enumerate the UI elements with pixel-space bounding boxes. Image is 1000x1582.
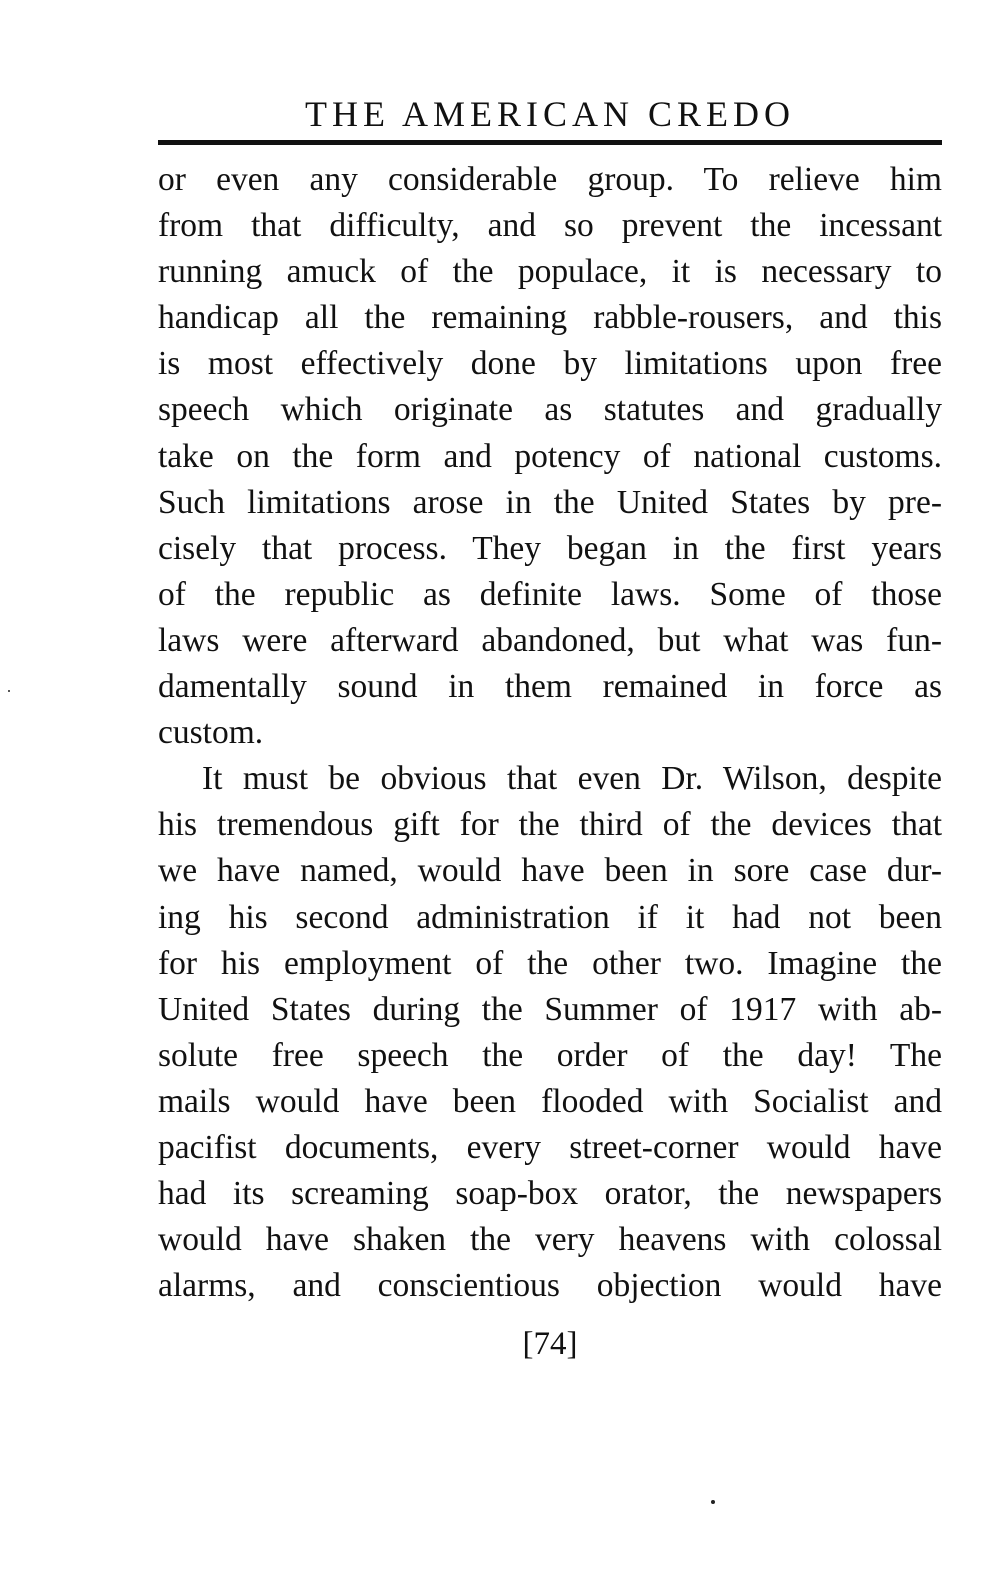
text-line: from that difficulty, and so prevent the incessant — [158, 207, 942, 245]
text-line: It must be obvious that even Dr. Wilson, despite — [202, 760, 942, 798]
text-line: United States during the Summer of 1917 with ab- — [158, 990, 942, 1028]
text-line: handicap all the remaining rabble-rousers, and this — [158, 299, 942, 337]
text-line: alarms, and conscientious objection would have — [158, 1267, 942, 1305]
text-line: solute free speech the order of the day! The — [158, 1036, 942, 1074]
text-line: pacifist documents, every street-corner would have — [158, 1128, 942, 1166]
text-line: laws were afterward abandoned, but what was fun- — [158, 621, 942, 659]
header-rule — [158, 140, 942, 145]
text-line: for his employment of the other two. Imagine the — [158, 944, 942, 982]
scan-speck — [8, 690, 10, 692]
text-line: Such limitations arose in the United States by pre- — [158, 483, 942, 521]
text-line: take on the form and potency of national customs. — [158, 437, 942, 475]
text-line: of the republic as definite laws. Some of those — [158, 575, 942, 613]
text-line: custom. — [158, 714, 264, 752]
text-line: running amuck of the populace, it is necessary to — [158, 253, 942, 291]
body-text — [158, 157, 942, 1309]
text-line: had its screaming soap-box orator, the newspapers — [158, 1175, 942, 1213]
text-line: damentally sound in them remained in force as — [158, 668, 942, 706]
text-line: cisely that process. They began in the first years — [158, 529, 942, 567]
text-line: mails would have been flooded with Socialist and — [158, 1082, 942, 1120]
text-line: is most effectively done by limitations upon free — [158, 345, 942, 383]
page-number: [74] — [522, 1326, 578, 1362]
running-title: THE AMERICAN CREDO — [304, 94, 795, 134]
scan-speck — [711, 1500, 715, 1504]
text-line: ing his second administration if it had not been — [158, 898, 942, 936]
text-line: would have shaken the very heavens with colossal — [158, 1221, 942, 1259]
text-line: his tremendous gift for the third of the devices that — [158, 806, 942, 844]
text-line: or even any considerable group. To relieve him — [158, 161, 942, 198]
text-line: we have named, would have been in sore case dur- — [158, 852, 942, 890]
text-line: speech which originate as statutes and gradually — [158, 391, 942, 429]
